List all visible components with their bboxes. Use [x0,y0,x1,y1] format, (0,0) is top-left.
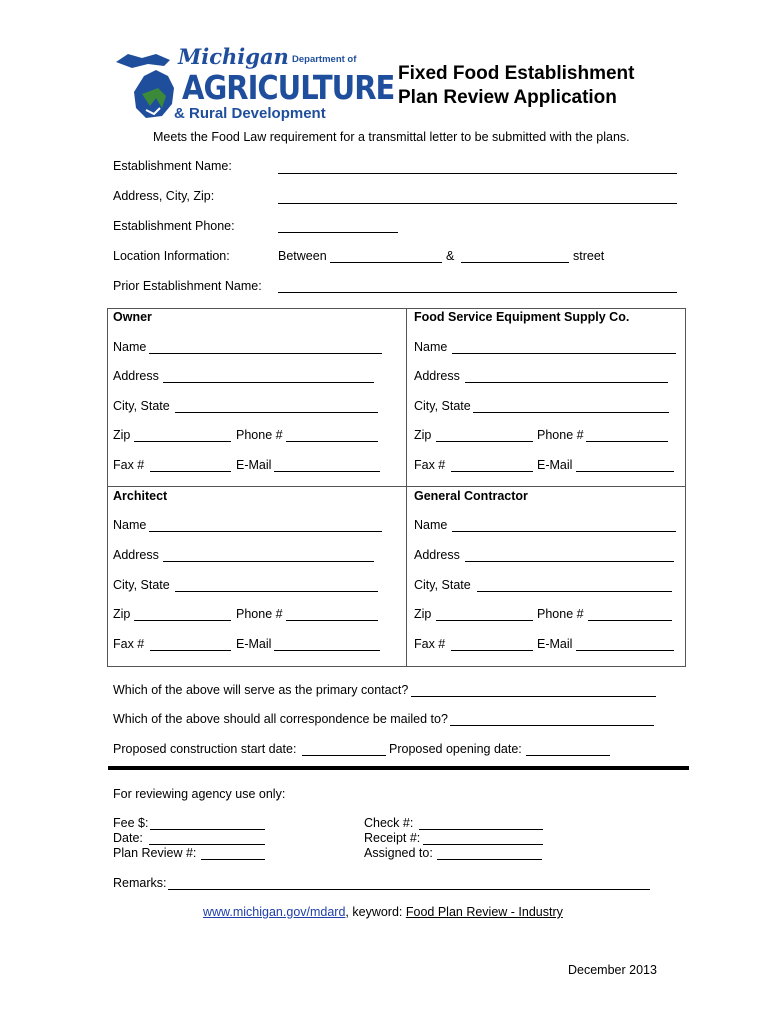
supplier-email-label: E-Mail [537,458,573,472]
address-label: Address, City, Zip: [113,189,215,203]
architect-phone-field[interactable] [286,620,378,621]
mdard-logo [112,44,395,124]
establishment-name-label: Establishment Name: [113,159,232,173]
primary-contact-field[interactable] [411,696,656,697]
plan-review-label: Plan Review #: [113,846,197,860]
fee-field[interactable] [150,829,265,830]
supplier-name-field[interactable] [452,353,676,354]
supplier-zip-label: Zip [414,428,432,442]
owner-name-field[interactable] [149,353,382,354]
section-divider [108,766,689,770]
fee-label: Fee $: [113,816,149,830]
architect-city-label: City, State [113,578,170,592]
supplier-address-label: Address [414,369,460,383]
footer-link-line [203,905,563,919]
correspondence-field[interactable] [450,725,654,726]
owner-phone-label: Phone # [236,428,283,442]
street-text: street [573,249,605,263]
contacts-horizontal-divider [107,486,686,487]
contractor-name-label: Name [414,518,448,532]
architect-address-field[interactable] [163,561,374,562]
contractor-city-label: City, State [414,578,471,592]
architect-heading: Architect [113,489,168,503]
architect-phone-label: Phone # [236,607,283,621]
owner-phone-field[interactable] [286,441,378,442]
contractor-zip-label: Zip [414,607,432,621]
contractor-phone-field[interactable] [588,620,672,621]
architect-name-label: Name [113,518,147,532]
subtitle: Meets the Food Law requirement for a transmittal letter to be submitted with the plans. [153,130,630,144]
owner-name-label: Name [113,340,147,354]
keyword-label: , keyword: [345,905,406,919]
establishment-name-field[interactable] [278,173,677,174]
architect-zip-label: Zip [113,607,131,621]
check-label: Check #: [364,816,414,830]
architect-city-field[interactable] [175,591,378,592]
owner-fax-label: Fax # [113,458,145,472]
logo-dept-text: Department of [292,54,357,65]
architect-fax-label: Fax # [113,637,145,651]
title-line-1: Fixed Food Establishment [398,63,635,84]
owner-city-field[interactable] [175,412,378,413]
contractor-email-field[interactable] [576,650,674,651]
contractor-email-label: E-Mail [537,637,573,651]
owner-email-label: E-Mail [236,458,272,472]
remarks-field[interactable] [168,889,650,890]
title-line-2: Plan Review Application [398,87,617,108]
opening-date-label: Proposed opening date: [389,742,522,756]
owner-heading: Owner [113,310,152,324]
logo-agriculture-text: AGRICULTURE [182,68,395,108]
assigned-field[interactable] [437,859,542,860]
logo-michigan-text: Michigan [178,44,289,69]
prior-name-field[interactable] [278,292,677,293]
owner-city-label: City, State [113,399,170,413]
contacts-table [107,308,686,667]
prior-name-label: Prior Establishment Name: [113,279,262,293]
owner-address-field[interactable] [163,382,374,383]
contractor-city-field[interactable] [477,591,672,592]
agency-heading: For reviewing agency use only: [113,787,286,801]
supplier-fax-field[interactable] [451,471,533,472]
receipt-label: Receipt #: [364,831,421,845]
contractor-address-label: Address [414,548,460,562]
plan-review-field[interactable] [201,859,265,860]
contractor-heading: General Contractor [414,489,528,503]
supplier-city-label: City, State [414,399,471,413]
between-text: Between [278,249,327,263]
owner-zip-label: Zip [113,428,131,442]
location-label: Location Information: [113,249,230,263]
amp-text: & [446,249,455,263]
architect-email-field[interactable] [274,650,380,651]
supplier-zip-field[interactable] [436,441,533,442]
remarks-label: Remarks: [113,876,167,890]
phone-label: Establishment Phone: [113,219,235,233]
owner-fax-field[interactable] [150,471,231,472]
between-street-1-field[interactable] [330,262,442,263]
between-street-2-field[interactable] [461,262,569,263]
architect-email-label: E-Mail [236,637,272,651]
keyword-text: Food Plan Review - Industry [405,905,563,919]
supplier-address-field[interactable] [465,382,668,383]
start-date-field[interactable] [302,755,386,756]
correspondence-question: Which of the above should all correspondence be mailed to? [113,712,448,726]
start-date-label: Proposed construction start date: [113,742,297,756]
supplier-fax-label: Fax # [414,458,446,472]
architect-zip-field[interactable] [134,620,231,621]
mdard-url-link[interactable]: www.michigan.gov/mdard [203,905,346,919]
supplier-city-field[interactable] [473,412,669,413]
architect-address-label: Address [113,548,159,562]
supplier-phone-label: Phone # [537,428,584,442]
contractor-name-field[interactable] [452,531,676,532]
supplier-name-label: Name [414,340,448,354]
contractor-zip-field[interactable] [436,620,533,621]
date-label: Date: [113,831,143,845]
opening-date-field[interactable] [526,755,610,756]
date-field[interactable] [149,844,265,845]
architect-name-field[interactable] [149,531,382,532]
primary-contact-question: Which of the above will serve as the primary contact? [113,683,409,697]
supplier-heading: Food Service Equipment Supply Co. [414,310,630,324]
owner-address-label: Address [113,369,159,383]
receipt-field[interactable] [423,844,543,845]
owner-email-field[interactable] [274,471,380,472]
architect-fax-field[interactable] [150,650,231,651]
page-title [398,62,634,110]
phone-field[interactable] [278,232,398,233]
logo-rural-text: & Rural Development [174,105,326,122]
contractor-address-field[interactable] [465,561,674,562]
assigned-label: Assigned to: [364,846,433,860]
owner-zip-field[interactable] [134,441,231,442]
address-field[interactable] [278,203,677,204]
check-field[interactable] [419,829,543,830]
contractor-phone-label: Phone # [537,607,584,621]
supplier-phone-field[interactable] [586,441,668,442]
contacts-vertical-divider [406,308,407,667]
contractor-fax-label: Fax # [414,637,446,651]
supplier-email-field[interactable] [576,471,674,472]
revision-date: December 2013 [568,963,657,977]
contractor-fax-field[interactable] [451,650,533,651]
